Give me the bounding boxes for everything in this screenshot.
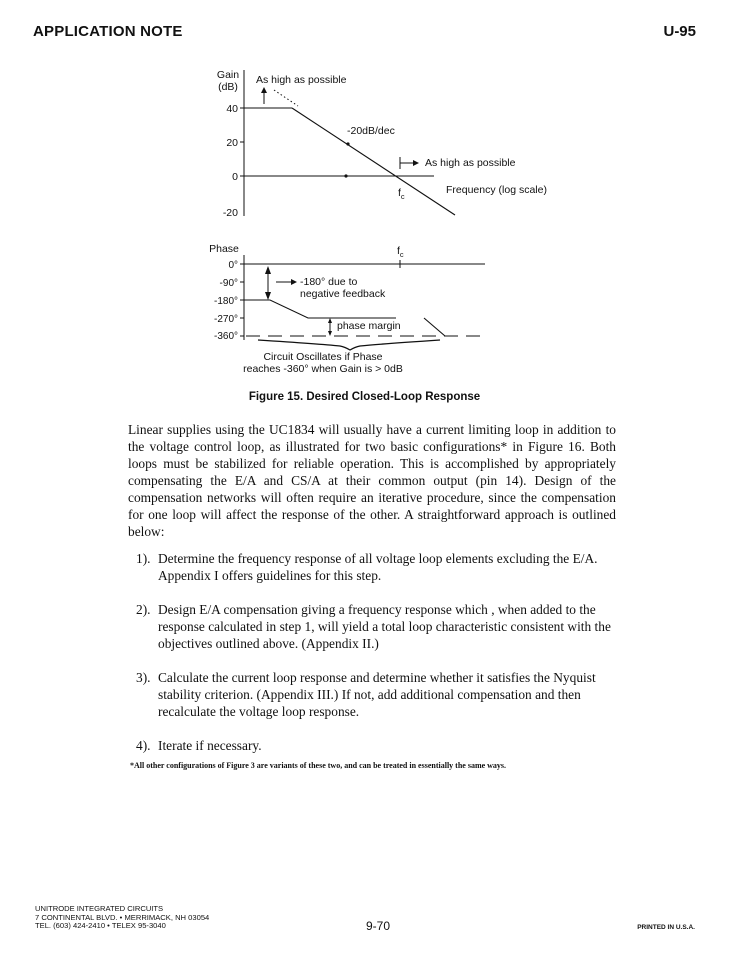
frequency-axis-label: Frequency (log scale) [446,184,547,196]
phase-curve [244,300,396,318]
header-title: APPLICATION NOTE [33,23,183,40]
phase-tick-minus90: -90° [219,278,238,289]
step-text: Calculate the current loop response and determine whether it satisfies the Nyquist stability criterion. (Appendix III.) If not, add additional compensation and then recalculate the voltage loop response. [158,670,596,719]
step-text: Iterate if necessary. [158,738,262,753]
header-page-code: U-95 [663,23,696,40]
gain-tick-20: 20 [226,137,238,149]
list-item [128,669,628,720]
oscillation-note-line1: Circuit Oscillates if Phase [263,351,383,363]
step-number: 2). [136,602,151,617]
step-number: 3). [136,670,151,685]
printed-note: PRINTED IN U.S.A. [637,924,695,931]
phase-tick-minus270: -270° [213,314,238,325]
steps-list [128,550,628,771]
step-number: 4). [136,738,151,753]
footer-company: UNITRODE INTEGRATED CIRCUITS [35,904,164,913]
phase-plot [209,243,485,375]
step-number: 1). [136,551,151,566]
step-text: Design E/A compensation giving a frequency response which , when added to the response calculated in step 1, will yield a total loop characteristic consistent with the objectives outlined above. (Appendix II.) [158,602,611,651]
list-item [128,737,628,754]
list-item [128,550,628,584]
phase-tick-0: 0° [228,260,238,271]
gain-high-note-right: As high as possible [425,157,516,169]
gain-dotted-extension [274,90,298,106]
list-item [128,601,628,652]
phase-axis-label: Phase [209,243,239,255]
page-number: 9-70 [366,919,391,933]
footer-address: 7 CONTINENTAL BLVD. • MERRIMACK, NH 03054 [35,912,210,922]
phase-fc-label: $f_c$ [397,245,404,259]
gain-tick-40: 40 [226,103,238,115]
step-text: Determine the frequency response of all voltage loop elements excluding the E/A. Appendix I offers guidelines for this step. [158,551,598,583]
footer-address-block [35,905,209,931]
footer-phone: TEL. (603) 424-2410 • TELEX 95-3040 [35,921,166,931]
phase-margin-label: phase margin [337,320,401,332]
gain-tick-0: 0 [232,171,238,183]
feedback-note-line1: -180° due to [300,276,358,288]
feedback-note-line2: negative feedback [300,288,386,300]
gain-slope-label: -20dB/dec [347,125,395,137]
body-paragraph: Linear supplies using the UC1834 will usually have a current limiting loop in addition to the voltage control loop, as illustrated for two basic configurations* in Figure 16. Both loops must be stabilized for reliable operation. This is accomplished by appropriately compensating the E/A and CS/A at their common output (pin 14). Design of the compensation networks will often require an iterative procedure, since the compensation for one loop will affect the response of the other. A straightforward approach is outlined below: [128,422,616,539]
gain-axis-unit: (dB) [218,81,238,93]
phase-tick-minus360: -360° [213,331,238,342]
gain-tick-minus20: -20 [222,207,238,219]
gain-high-note-top: As high as possible [256,74,347,86]
phase-curve-tail [424,318,445,336]
figure-caption: Figure 15. Desired Closed-Loop Response [248,391,481,403]
gain-plot [217,69,547,219]
phase-tick-minus180: -180° [213,296,238,307]
footnote: *All other configurations of Figure 3 are variants of these two, and can be treated in essentially the same ways. [130,761,507,770]
gain-fc-label: $f_c$ [398,187,405,201]
oscillation-brace [258,340,440,350]
oscillation-note-line2: reaches -360° when Gain is > 0dB [243,363,403,375]
closed-loop-response-figure [0,0,729,380]
gain-axis-label: Gain [216,69,240,81]
